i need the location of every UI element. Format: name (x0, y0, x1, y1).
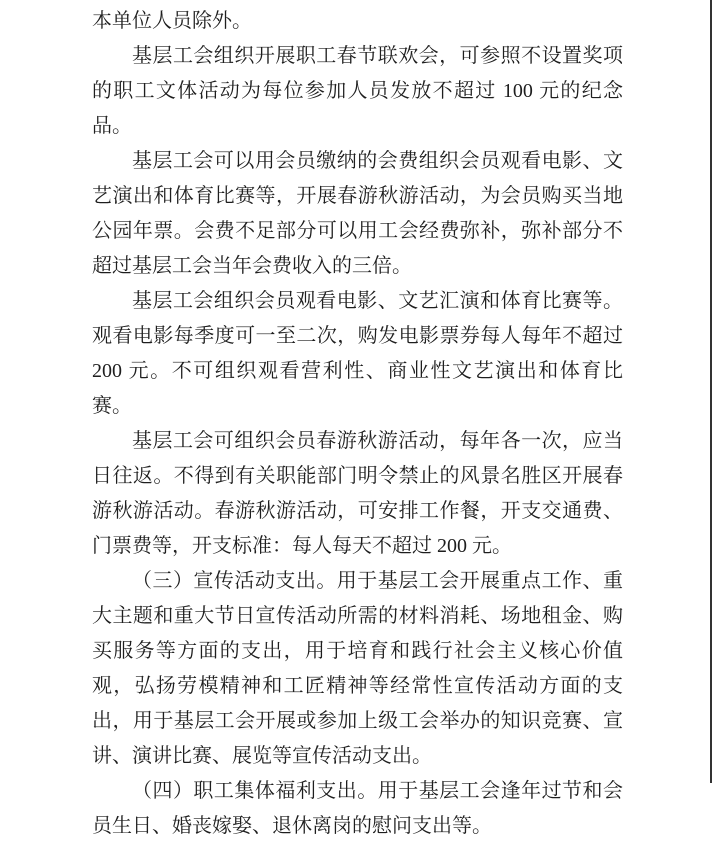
paragraph-unit-personnel-exception: 本单位人员除外。 (92, 10, 252, 32)
document-text-block (92, 4, 623, 844)
paragraph-spring-festival-gala: 基层工会组织开展职工春节联欢会，可参照不设置奖项的职工文体活动为每位参加人员发放不超过 100 元的纪念品。 (92, 45, 623, 137)
paragraph-item-four-collective-welfare: （四）职工集体福利支出。用于基层工会逢年过节和会员生日、婚丧嫁娶、退休离岗的慰问支出等。 (92, 780, 623, 837)
paragraph-membership-dues-activities: 基层工会可以用会员缴纳的会费组织会员观看电影、文艺演出和体育比赛等，开展春游秋游活动，为会员购买当地公园年票。会费不足部分可以用工会经费弥补，弥补部分不超过基层工会当年会费收入的三倍。 (92, 150, 623, 277)
paragraph-spring-autumn-outings: 基层工会可组织会员春游秋游活动，每年各一次，应当日往返。不得到有关职能部门明令禁止的风景名胜区开展春游秋游活动。春游秋游活动，可安排工作餐，开支交通费、门票费等，开支标准：每人每天不超过 200 元。 (92, 430, 623, 557)
paragraph-item-three-publicity-expenses: （三）宣传活动支出。用于基层工会开展重点工作、重大主题和重大节日宣传活动所需的材料消耗、场地租金、购买服务等方面的支出，用于培育和践行社会主义核心价值观，弘扬劳模精神和工匠精神等经常性宣传活动方面的支出，用于基层工会开展或参加上级工会举办的知识竞赛、宣讲、演讲比赛、展览等宣传活动支出。 (92, 570, 623, 767)
window-right-edge-line (710, 0, 712, 783)
paragraph-movie-tickets-limit: 基层工会组织会员观看电影、文艺汇演和体育比赛等。观看电影每季度可一至二次，购发电影票券每人每年不超过 200 元。不可组织观看营利性、商业性文艺演出和体育比赛。 (92, 290, 623, 417)
